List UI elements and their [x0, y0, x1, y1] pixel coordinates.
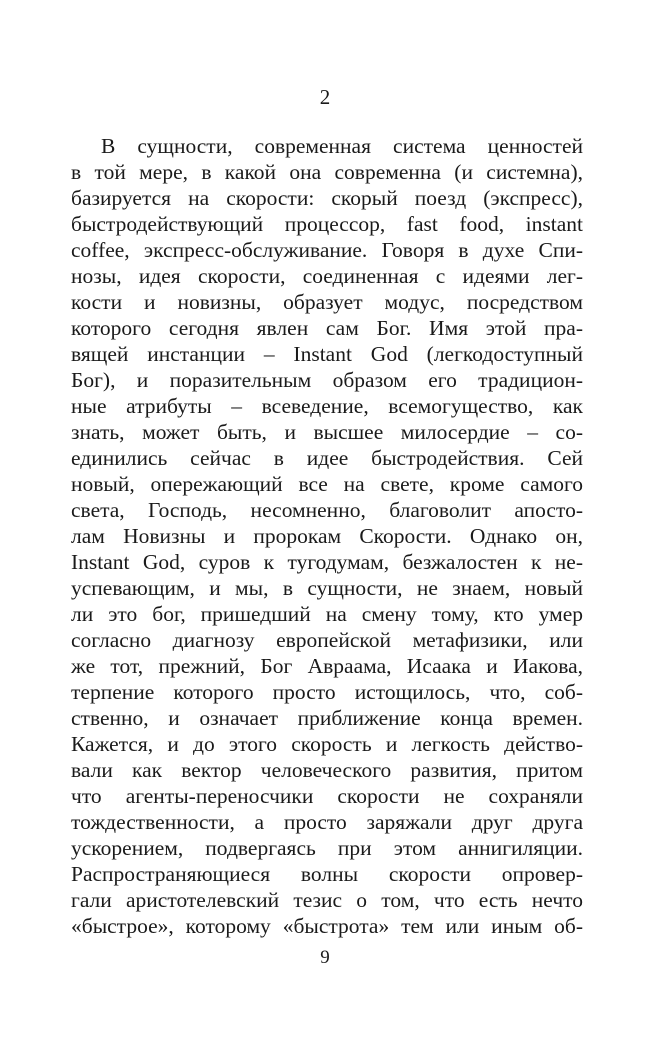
text-line: ли это бог, пришедший на смену тому, кто умер [71, 602, 583, 626]
text-line: вящей инстанции – Instant God (легкодоступный [71, 342, 583, 366]
text-line: гали аристотелевский тезис о том, что есть нечто [71, 888, 583, 912]
body-paragraph [71, 133, 583, 939]
text-line: в той мере, в какой она современна (и системна), [71, 160, 583, 184]
text-line: базируется на скорости: скорый поезд (экспресс), [71, 186, 583, 210]
text-line: Распространяющиеся волны скорости опровер- [71, 862, 583, 886]
text-line: согласно диагнозу европейской метафизики, или [71, 628, 583, 652]
text-line: успевающим, и мы, в сущности, не знаем, новый [71, 576, 583, 600]
text-line: В сущности, современная система ценностей [101, 134, 583, 158]
text-line: ускорением, подвергаясь при этом аннигиляции. [71, 836, 583, 860]
text-line: кости и новизны, образует модус, посредством [71, 290, 583, 314]
text-line: которого сегодня явлен сам Бог. Имя этой пра- [71, 316, 583, 340]
text-line: тождественности, а просто заряжали друг друга [71, 810, 583, 834]
text-line: Instant God, суров к тугодумам, безжалостен к не- [71, 550, 583, 574]
text-line: быстродействующий процессор, fast food, instant [71, 212, 583, 236]
text-line: ственно, и означает приближение конца времен. [71, 706, 583, 730]
text-line: coffee, экспресс-обслуживание. Говоря в духе Спи- [71, 238, 583, 262]
text-line: терпение которого просто истощилось, что, соб- [71, 680, 583, 704]
text-line: знать, может быть, и высшее милосердие – со- [71, 420, 583, 444]
page-number: 9 [320, 947, 330, 968]
chapter-number: 2 [319, 85, 331, 109]
text-line: же тот, прежний, Бог Авраама, Исаака и Иакова, [71, 654, 583, 678]
text-line: ные атрибуты – всеведение, всемогущество, как [71, 394, 583, 418]
text-line: что агенты-переносчики скорости не сохраняли [71, 784, 583, 808]
text-line: новый, опережающий все на свете, кроме самого [71, 472, 583, 496]
text-line: Кажется, и до этого скорость и легкость действо- [71, 732, 583, 756]
text-line: вали как вектор человеческого развития, притом [71, 758, 583, 782]
text-line: лам Новизны и пророкам Скорости. Однако он, [71, 524, 583, 548]
text-line: единились сейчас в идее быстродействия. Сей [71, 446, 583, 470]
text-line: Бог), и поразительным образом его традицион- [71, 368, 583, 392]
text-line: нозы, идея скорости, соединенная с идеями лег- [71, 264, 583, 288]
text-line: «быстрое», которому «быстрота» тем или иным об- [71, 914, 583, 938]
text-line: света, Господь, несомненно, благоволит апосто- [71, 498, 583, 522]
